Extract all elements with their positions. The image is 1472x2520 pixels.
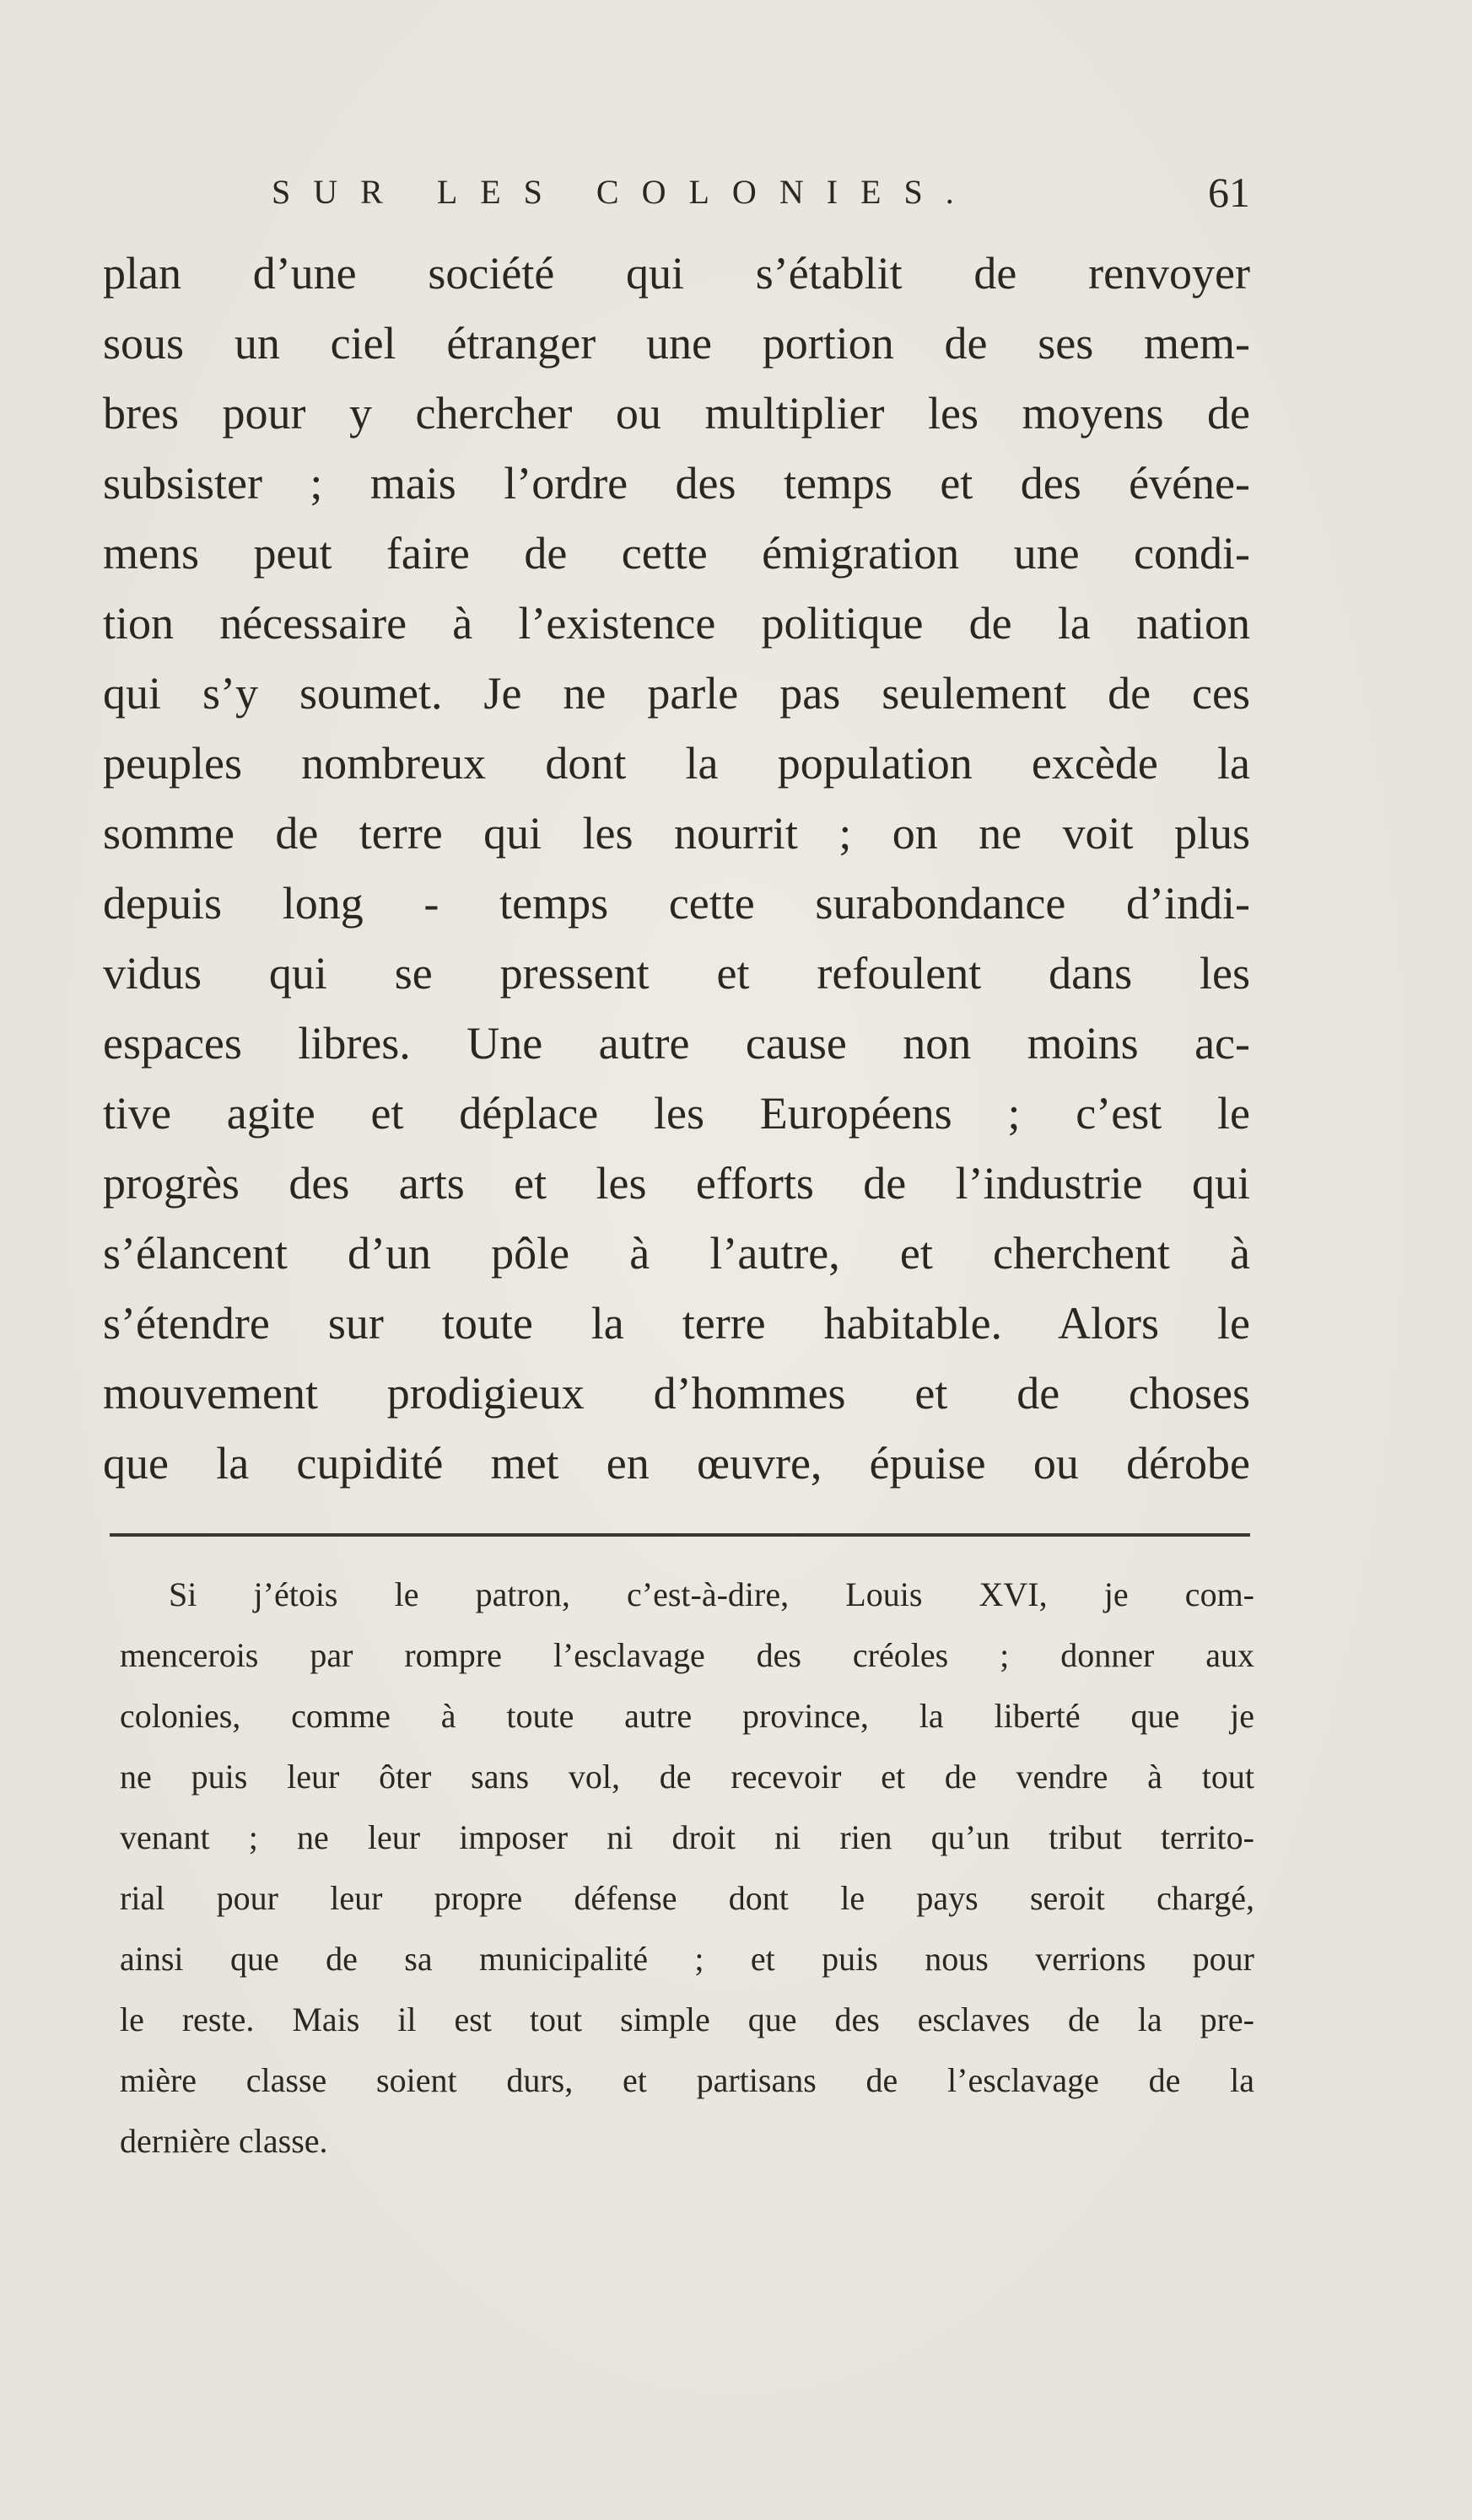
footnote-line: rial pour leur propre défense dont le pays seroit chargé, (120, 1879, 1254, 1917)
text-line: que la cupidité met en œuvre, épuise ou dérobe (103, 1438, 1250, 1489)
footnote-line: colonies, comme à toute autre province, la liberté que je (120, 1697, 1254, 1735)
text-line: tive agite et déplace les Européens ; c’est le (103, 1088, 1250, 1139)
page-header (272, 167, 1250, 218)
footnote-line: mière classe soient durs, et partisans de l’esclavage de la (120, 2061, 1254, 2099)
main-text (103, 239, 1250, 1499)
footnote-line: venant ; ne leur imposer ni droit ni rien qu’un tribut territo- (120, 1818, 1254, 1856)
page-number: 61 (1208, 169, 1250, 216)
text-line: sous un ciel étranger une portion de ses mem- (103, 318, 1250, 369)
text-line: mens peut faire de cette émigration une condi- (103, 528, 1250, 579)
text-line: s’étendre sur toute la terre habitable. Alors le (103, 1298, 1250, 1349)
footnote-line: mencerois par rompre l’esclavage des créoles ; donner aux (120, 1636, 1254, 1674)
text-line: qui s’y soumet. Je ne parle pas seulement de ces (103, 668, 1250, 719)
text-line: vidus qui se pressent et refoulent dans les (103, 948, 1250, 999)
running-title: SUR LES COLONIES. (272, 173, 977, 211)
text-line: mouvement prodigieux d’hommes et de choses (103, 1368, 1250, 1419)
text-line: depuis long - temps cette surabondance d’indi- (103, 878, 1250, 929)
text-line: s’élancent d’un pôle à l’autre, et cherchent à (103, 1228, 1250, 1279)
text-line: plan d’une société qui s’établit de renvoyer (103, 248, 1250, 299)
text-line: espaces libres. Une autre cause non moins ac- (103, 1018, 1250, 1069)
footnote-divider (110, 1533, 1250, 1537)
footnote-line: Si j’étois le patron, c’est-à-dire, Louis XVI, je com- (169, 1575, 1254, 1613)
text-line: bres pour y chercher ou multiplier les moyens de (103, 388, 1250, 439)
footnote-line: ainsi que de sa municipalité ; et puis nous verrions pour (120, 1940, 1254, 1978)
text-line: peuples nombreux dont la population excède la (103, 738, 1250, 789)
text-line: tion nécessaire à l’existence politique de la nation (103, 598, 1250, 649)
footnote (120, 1564, 1254, 2172)
footnote-line: ne puis leur ôter sans vol, de recevoir et de vendre à tout (120, 1758, 1254, 1796)
text-line: progrès des arts et les efforts de l’industrie qui (103, 1158, 1250, 1209)
text-line: somme de terre qui les nourrit ; on ne voit plus (103, 808, 1250, 859)
text-line: subsister ; mais l’ordre des temps et des événe- (103, 458, 1250, 509)
footnote-line: dernière classe. (120, 2122, 328, 2160)
footnote-line: le reste. Mais il est tout simple que des esclaves de la pre- (120, 2000, 1254, 2038)
